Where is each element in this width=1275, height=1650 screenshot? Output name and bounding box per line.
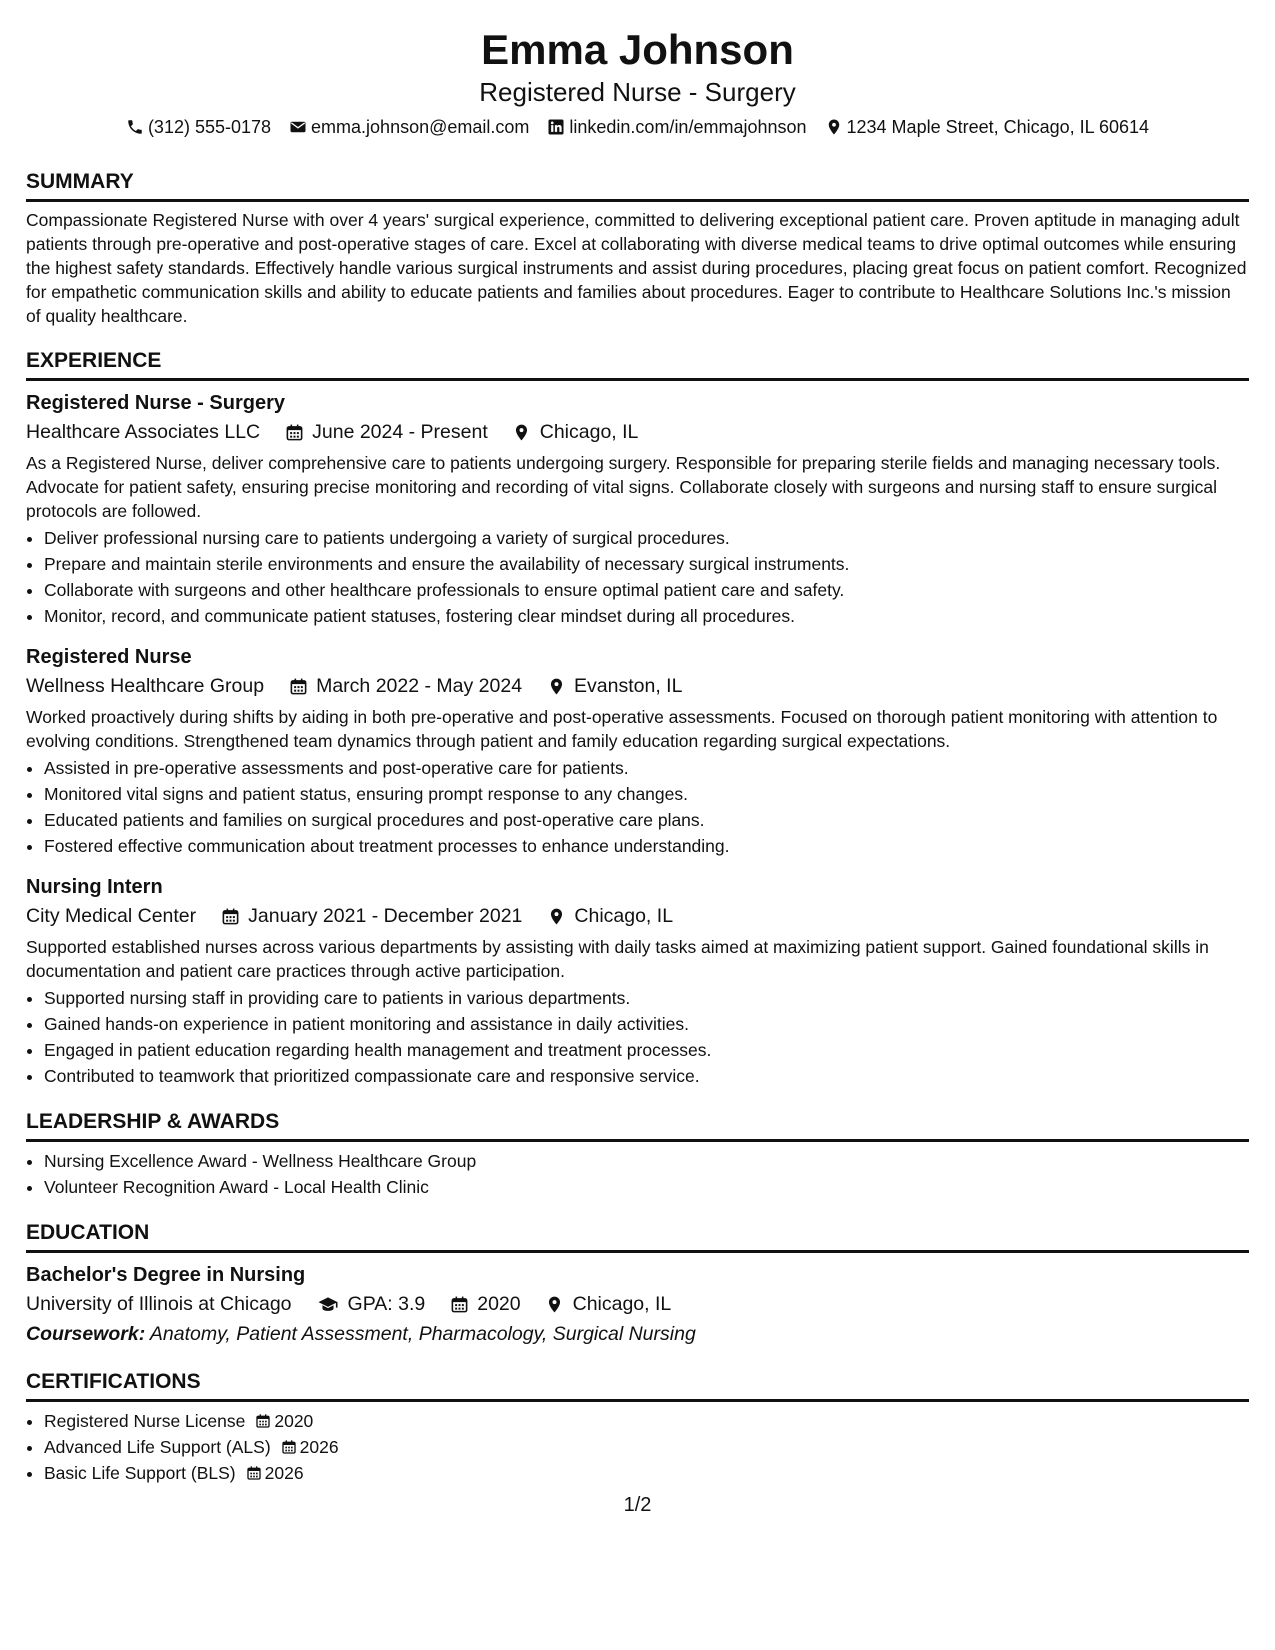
job-location: Evanston, IL: [574, 675, 683, 697]
job-dates: March 2022 - May 2024: [316, 675, 523, 697]
list-item: • Fostered effective communication about treatment processes to enhance understanding.: [44, 833, 1249, 859]
list-item: [44, 1434, 1249, 1460]
map-pin-icon: [825, 118, 843, 136]
degree-title: Bachelor's Degree in Nursing: [26, 1264, 306, 1286]
job-bullets: [26, 755, 1249, 859]
contact-email[interactable]: [289, 115, 529, 139]
certifications-section: [26, 1369, 1249, 1486]
job-dates: January 2021 - December 2021: [248, 905, 523, 927]
job-description: Supported established nurses across various departments by assisting with daily tasks aimed at maximizing patient support. Gained foundational skills in documentation and patient care practices through active participation.: [26, 937, 1209, 981]
calendar-icon: [255, 1413, 271, 1429]
calendar-icon: [220, 906, 240, 926]
awards-list: [26, 1148, 1249, 1200]
list-item: • Collaborate with surgeons and other healthcare professionals to ensure optimal patient care and safety.: [44, 577, 1249, 603]
contact-bar: [26, 115, 1249, 139]
calendar-icon: [281, 1439, 297, 1455]
job-meta: [26, 417, 1249, 447]
section-heading: SUMMARY: [26, 169, 1249, 202]
company-name: Healthcare Associates LLC: [26, 421, 261, 443]
calendar-icon: [288, 676, 308, 696]
section-heading: EXPERIENCE: [26, 348, 1249, 381]
address-text: 1234 Maple Street, Chicago, IL 60614: [846, 117, 1150, 137]
awards-section: [26, 1109, 1249, 1200]
school-location: Chicago, IL: [572, 1293, 672, 1315]
list-item: • Engaged in patient education regarding health management and treatment processes.: [44, 1037, 1249, 1063]
list-item: • Supported nursing staff in providing care to patients in various departments.: [44, 985, 1249, 1011]
list-item: • Prepare and maintain sterile environments and ensure the availability of necessary surgical instruments.: [44, 551, 1249, 577]
cert-name: • Advanced Life Support (ALS): [44, 1437, 271, 1457]
cert-year: 2026: [299, 1437, 339, 1457]
candidate-name: Emma Johnson: [481, 26, 794, 73]
job-entry: [26, 389, 1249, 629]
job-entry: [26, 873, 1249, 1089]
job-meta: [26, 901, 1249, 931]
graduation-cap-icon: [316, 1294, 340, 1314]
list-item: • Monitor, record, and communicate patient statuses, fostering clear mindset during all procedures.: [44, 603, 1249, 629]
calendar-icon: [284, 422, 304, 442]
list-item: • Assisted in pre-operative assessments and post-operative care for patients.: [44, 755, 1249, 781]
list-item: • Monitored vital signs and patient status, ensuring prompt response to any changes.: [44, 781, 1249, 807]
job-location: Chicago, IL: [539, 421, 639, 443]
cert-year: 2026: [264, 1463, 304, 1483]
list-item: [44, 1408, 1249, 1434]
section-heading: LEADERSHIP & AWARDS: [26, 1109, 1249, 1142]
phone-icon: [126, 118, 144, 136]
job-bullets: [26, 985, 1249, 1089]
list-item: • Educated patients and families on surgical procedures and post-operative care plans.: [44, 807, 1249, 833]
cert-year: 2020: [274, 1411, 314, 1431]
calendar-icon: [449, 1294, 469, 1314]
section-heading: EDUCATION: [26, 1220, 1249, 1253]
school-name: University of Illinois at Chicago: [26, 1293, 292, 1315]
company-name: Wellness Healthcare Group: [26, 675, 265, 697]
job-description: As a Registered Nurse, deliver comprehensive care to patients undergoing surgery. Responsible for preparing sterile fields and managing necessary tools. Advocate for patient safety, ensuring precise monitoring and recording of vital signs. Collaborate closely with surgeons and nursing staff to ensure surgical protocols are followed.: [26, 453, 1221, 521]
email-text: emma.johnson@email.com: [311, 117, 530, 137]
coursework-line: [26, 1319, 1249, 1349]
list-item: • Deliver professional nursing care to patients undergoing a variety of surgical procedures.: [44, 525, 1249, 551]
contact-phone[interactable]: [126, 115, 271, 139]
job-title: Registered Nurse - Surgery: [26, 392, 285, 414]
graduation-year: 2020: [477, 1293, 521, 1315]
job-title: Registered Nurse: [26, 646, 192, 668]
phone-text: (312) 555-0178: [147, 117, 272, 137]
list-item: • Volunteer Recognition Award - Local Health Clinic: [44, 1174, 1249, 1200]
job-entry: [26, 643, 1249, 859]
envelope-icon: [289, 118, 307, 136]
gpa-text: GPA: 3.9: [347, 1293, 426, 1315]
summary-section: [26, 169, 1249, 328]
list-item: [44, 1460, 1249, 1486]
cert-name: • Basic Life Support (BLS): [44, 1463, 236, 1483]
linkedin-text: linkedin.com/in/emmajohnson: [569, 117, 807, 137]
certifications-list: [26, 1408, 1249, 1486]
company-name: City Medical Center: [26, 905, 197, 927]
job-title: Nursing Intern: [26, 876, 163, 898]
calendar-icon: [246, 1465, 262, 1481]
linkedin-icon: [547, 118, 565, 136]
coursework-text: Anatomy, Patient Assessment, Pharmacology, Surgical Nursing: [149, 1323, 696, 1345]
contact-linkedin[interactable]: [547, 115, 806, 139]
map-pin-icon: [546, 676, 566, 696]
list-item: • Gained hands-on experience in patient monitoring and assistance in daily activities.: [44, 1011, 1249, 1037]
job-meta: [26, 671, 1249, 701]
resume-page: [26, 0, 1249, 1486]
education-meta: [26, 1289, 1249, 1319]
list-item: • Nursing Excellence Award - Wellness Healthcare Group: [44, 1148, 1249, 1174]
job-location: Chicago, IL: [574, 905, 674, 927]
page-number: 1/2: [623, 1494, 652, 1516]
job-dates: June 2024 - Present: [312, 421, 488, 443]
job-description: Worked proactively during shifts by aiding in both pre-operative and post-operative assessments. Focused on thorough patient monitoring with attention to evolving conditions. Strengthened team dynamics through patient and family education regarding surgical expectations.: [26, 707, 1218, 751]
education-section: [26, 1220, 1249, 1349]
experience-section: [26, 348, 1249, 1089]
candidate-title: Registered Nurse - Surgery: [479, 77, 796, 107]
job-bullets: [26, 525, 1249, 629]
map-pin-icon: [545, 1294, 565, 1314]
list-item: • Contributed to teamwork that prioritized compassionate care and responsive service.: [44, 1063, 1249, 1089]
map-pin-icon: [512, 422, 532, 442]
map-pin-icon: [546, 906, 566, 926]
summary-text: Compassionate Registered Nurse with over 4 years' surgical experience, committed to delivering exceptional patient care. Proven aptitude in managing adult patients through pre-operative and post-operative stages of care. Excel at collaborating with diverse medical teams to drive optimal outcomes while ensuring the highest safety standards. Effectively handle various surgical instruments and assist during procedures, placing great focus on patient comfort. Recognized for empathetic communication skills and ability to educate patients and families about procedures. Eager to contribute to Healthcare Solutions Inc.'s mission of quality healthcare.: [26, 210, 1247, 326]
section-heading: CERTIFICATIONS: [26, 1369, 1249, 1402]
cert-name: • Registered Nurse License: [44, 1411, 246, 1431]
coursework-label: Coursework:: [26, 1323, 146, 1345]
contact-address: [825, 115, 1150, 139]
